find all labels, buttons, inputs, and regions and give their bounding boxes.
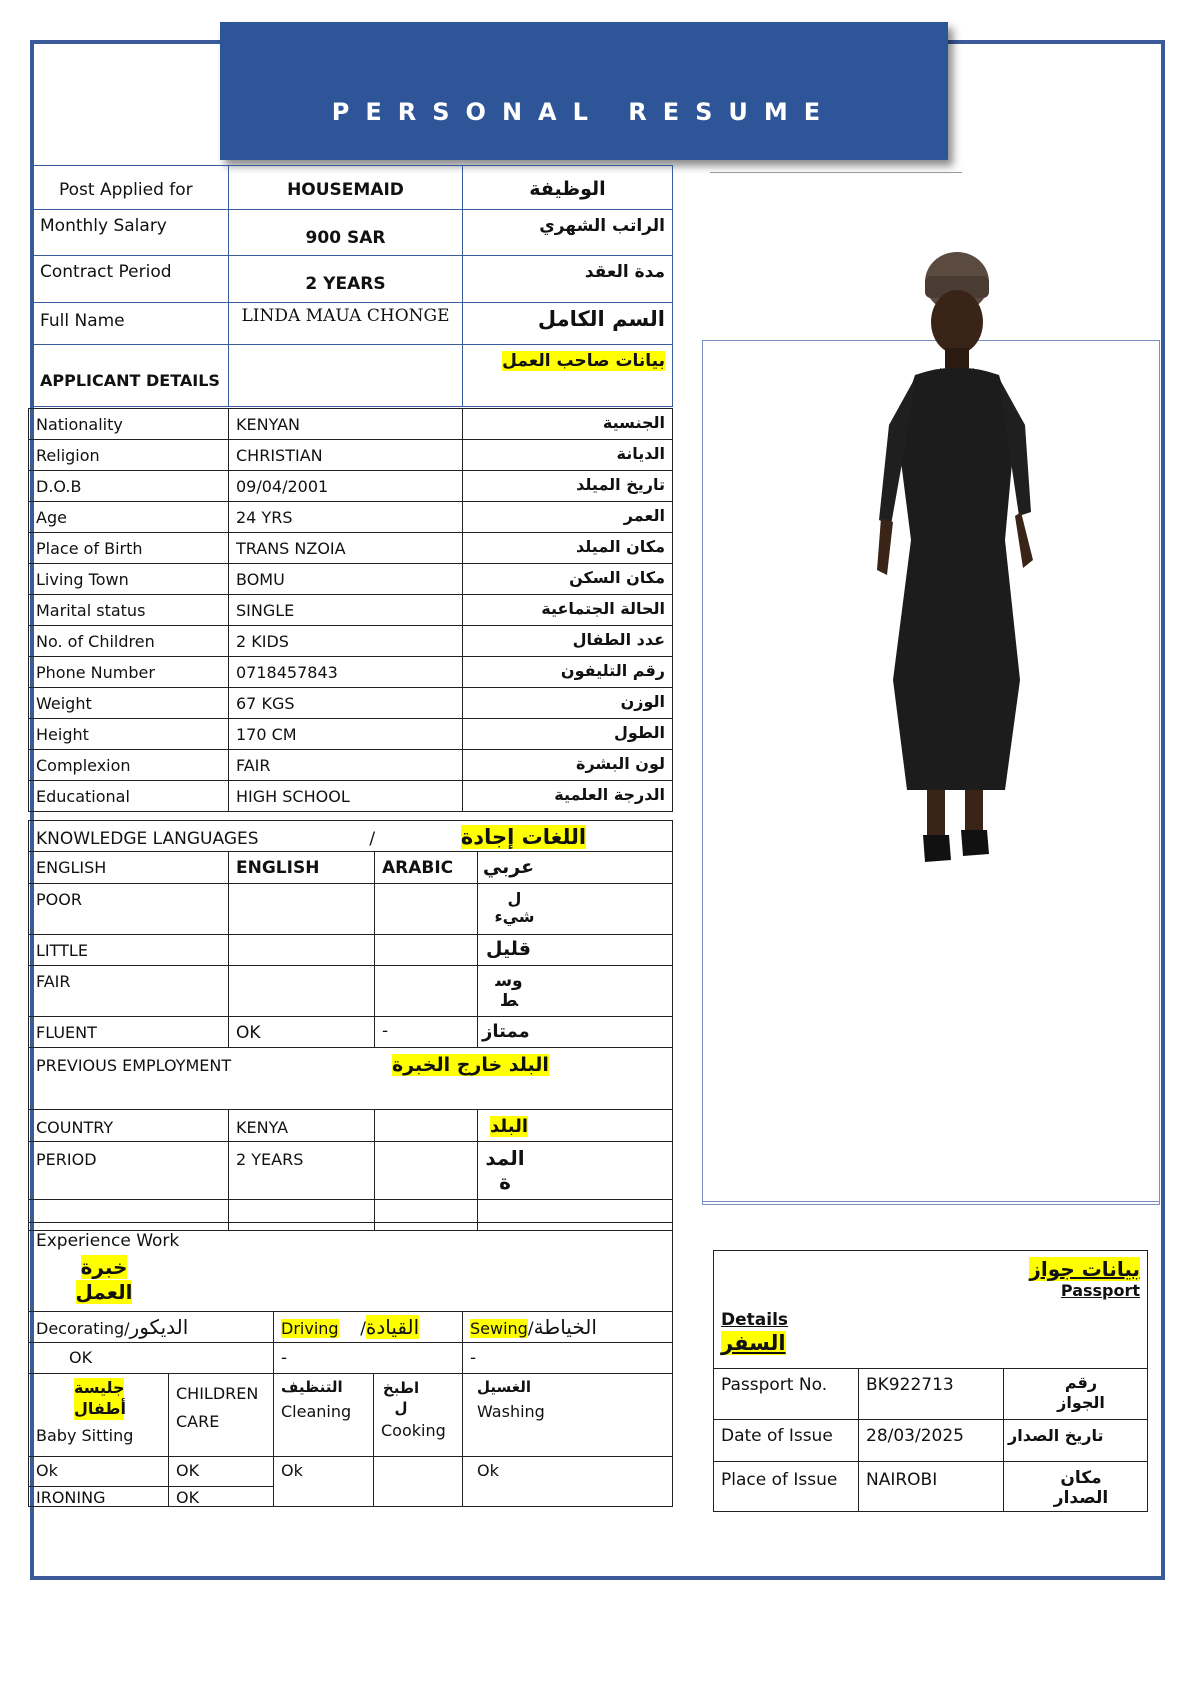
detail-label-ar: مكان الميلد xyxy=(463,533,673,564)
level-little: LITTLE xyxy=(29,935,229,966)
skill-washing-val: Ok xyxy=(463,1457,673,1507)
detail-value: 67 KGS xyxy=(229,688,463,719)
detail-label: Marital status xyxy=(29,595,229,626)
skill-driving-val: - xyxy=(274,1343,463,1374)
skill-washing-en: Washing xyxy=(477,1402,545,1421)
detail-label-ar: لون البشرة xyxy=(463,750,673,781)
value-period: 2 YEARS xyxy=(229,1142,375,1200)
value-country: KENYA xyxy=(229,1110,375,1142)
skill-babysitting-val: Ok xyxy=(29,1457,169,1487)
detail-row xyxy=(29,719,673,750)
label-contract-ar: مدة العقد xyxy=(463,256,673,303)
detail-row xyxy=(29,440,673,471)
skill-babysitting-ar: جليسة أطفال xyxy=(74,1378,126,1418)
detail-row xyxy=(29,657,673,688)
applicant-details-label: APPLICANT DETAILS xyxy=(33,345,229,407)
detail-label-ar: الدرجة العلمية xyxy=(463,781,673,812)
skill-babysitting-en: Baby Sitting xyxy=(36,1425,134,1445)
skill-cleaning-ar: التنظيف xyxy=(281,1378,343,1396)
label-passport-no: Passport No. xyxy=(714,1369,859,1420)
skill-washing-ar: الغسيل xyxy=(477,1378,532,1396)
detail-label: Place of Birth xyxy=(29,533,229,564)
level-fair-ar: وسط xyxy=(495,971,523,1011)
skill-driving-ar: القيادة xyxy=(365,1315,420,1339)
detail-value: 24 YRS xyxy=(229,502,463,533)
label-contract: Contract Period xyxy=(33,256,229,303)
detail-label-ar: تاريخ الميلد xyxy=(463,471,673,502)
detail-label-ar: الطول xyxy=(463,719,673,750)
label-salary-ar: الراتب الشهري xyxy=(463,210,673,256)
value-salary: 900 SAR xyxy=(229,210,463,256)
level-fluent-ar: ممتاز xyxy=(478,1017,673,1048)
personal-details-table xyxy=(28,408,673,812)
languages-title: KNOWLEDGE LANGUAGES xyxy=(36,829,259,849)
skill-sewing-label: Sewing xyxy=(470,1319,528,1338)
detail-value: 2 KIDS xyxy=(229,626,463,657)
skill-cleaning-val: Ok xyxy=(274,1457,374,1507)
value-place-issue: NAIROBI xyxy=(859,1462,1004,1512)
detail-label: Nationality xyxy=(29,409,229,440)
skill-sewing-sep: / xyxy=(527,1319,534,1339)
detail-value: 0718457843 xyxy=(229,657,463,688)
experience-title: Experience Work xyxy=(36,1231,180,1251)
divider xyxy=(710,172,962,173)
detail-value: CHRISTIAN xyxy=(229,440,463,471)
label-date-issue-ar: تاريخ الصدار xyxy=(1004,1420,1148,1462)
lang-header-ar: عربي xyxy=(478,852,673,884)
label-full-name: Full Name xyxy=(33,303,229,345)
skill-decorating-val: OK xyxy=(29,1343,274,1374)
label-post: Post Applied for xyxy=(33,166,229,210)
applicant-photo xyxy=(845,250,1065,870)
detail-value: 09/04/2001 xyxy=(229,471,463,502)
skill-childcare-en: CHILDREN CARE xyxy=(169,1374,274,1457)
period-empty xyxy=(375,1142,478,1200)
passport-table xyxy=(713,1250,1148,1512)
lang-header-arabic-col: ARABIC xyxy=(375,852,478,884)
skill-driving-sep: / xyxy=(360,1319,366,1339)
applicant-details-value xyxy=(229,345,463,407)
detail-label: Complexion xyxy=(29,750,229,781)
fair-english xyxy=(229,966,375,1017)
level-little-ar: قليل xyxy=(478,935,673,966)
poor-english xyxy=(229,884,375,935)
detail-label-ar: الحالة الجتماعية xyxy=(463,595,673,626)
skill-decorating-label: Decorating/ xyxy=(36,1319,130,1338)
detail-row xyxy=(29,533,673,564)
detail-label-ar: الوزن xyxy=(463,688,673,719)
fluent-english: OK xyxy=(229,1017,375,1048)
detail-label: Height xyxy=(29,719,229,750)
skill-sewing-val: - xyxy=(463,1343,673,1374)
skill-cooking-val xyxy=(374,1457,463,1507)
label-place-issue-ar: مكان الصدار xyxy=(1053,1468,1109,1509)
little-english xyxy=(229,935,375,966)
detail-value: KENYAN xyxy=(229,409,463,440)
detail-label-ar: الجنسية xyxy=(463,409,673,440)
lang-header-english: ENGLISH xyxy=(29,852,229,884)
detail-row xyxy=(29,781,673,812)
detail-label-ar: مكان السكن xyxy=(463,564,673,595)
skill-cleaning-en: Cleaning xyxy=(281,1402,352,1421)
detail-value: SINGLE xyxy=(229,595,463,626)
job-info-table xyxy=(32,165,673,407)
skill-cooking-en: Cooking xyxy=(381,1420,446,1440)
languages-title-ar: اللغات إجادة xyxy=(460,825,587,849)
passport-details-label: Details xyxy=(721,1310,789,1331)
skill-driving-label: Driving xyxy=(281,1319,339,1338)
label-post-ar: الوظيفة xyxy=(463,166,673,210)
value-passport-no: BK922713 xyxy=(859,1369,1004,1420)
detail-row xyxy=(29,750,673,781)
detail-label: Religion xyxy=(29,440,229,471)
detail-row xyxy=(29,502,673,533)
skill-childcare-val: OK xyxy=(169,1457,274,1487)
skill-ironing-val: OK xyxy=(169,1487,274,1507)
detail-label-ar: الديانة xyxy=(463,440,673,471)
label-country: COUNTRY xyxy=(29,1110,229,1142)
detail-row xyxy=(29,471,673,502)
detail-label: Phone Number xyxy=(29,657,229,688)
detail-row xyxy=(29,564,673,595)
detail-label: Age xyxy=(29,502,229,533)
detail-label-ar: العمر xyxy=(463,502,673,533)
label-full-name-ar: السم الكامل xyxy=(463,303,673,345)
detail-label-ar: رقم التليفون xyxy=(463,657,673,688)
label-period-ar: المدة xyxy=(485,1146,525,1194)
value-date-issue: 28/03/2025 xyxy=(859,1420,1004,1462)
detail-label-ar: عدد الطفال xyxy=(463,626,673,657)
value-full-name: LINDA MAUA CHONGE xyxy=(229,303,463,345)
level-poor: POOR xyxy=(29,884,229,935)
experience-title-ar: خبرة العمل xyxy=(75,1255,133,1305)
employment-title-ar: البلد خارج الخبرة xyxy=(391,1054,549,1076)
detail-value: HIGH SCHOOL xyxy=(229,781,463,812)
fair-arabic xyxy=(375,966,478,1017)
detail-label: Weight xyxy=(29,688,229,719)
detail-row xyxy=(29,688,673,719)
detail-label: Living Town xyxy=(29,564,229,595)
detail-row xyxy=(29,595,673,626)
label-salary: Monthly Salary xyxy=(33,210,229,256)
detail-value: FAIR xyxy=(229,750,463,781)
level-fair: FAIR xyxy=(29,966,229,1017)
label-date-issue: Date of Issue xyxy=(714,1420,859,1462)
languages-table xyxy=(28,820,673,1231)
detail-label: Educational xyxy=(29,781,229,812)
level-fluent: FLUENT xyxy=(29,1017,229,1048)
skill-ironing-label: IRONING xyxy=(29,1487,169,1507)
label-country-ar: البلد xyxy=(490,1116,529,1137)
detail-value: BOMU xyxy=(229,564,463,595)
passport-details-ar: السفر xyxy=(721,1330,786,1355)
label-period: PERIOD xyxy=(29,1142,229,1200)
fluent-arabic: - xyxy=(375,1017,478,1048)
lang-header-english-col: ENGLISH xyxy=(229,852,375,884)
passport-title-ar: بيانات جواز xyxy=(1029,1257,1141,1281)
value-post: HOUSEMAID xyxy=(229,166,463,210)
value-contract: 2 YEARS xyxy=(229,256,463,303)
country-empty xyxy=(375,1110,478,1142)
poor-arabic xyxy=(375,884,478,935)
detail-value: TRANS NZOIA xyxy=(229,533,463,564)
employer-details-ar: بيانات صاحب العمل xyxy=(502,351,665,371)
detail-label: No. of Children xyxy=(29,626,229,657)
detail-row xyxy=(29,409,673,440)
little-arabic xyxy=(375,935,478,966)
detail-label: D.O.B xyxy=(29,471,229,502)
skill-decorating-ar: الديكور xyxy=(129,1315,189,1339)
level-poor-ar: ل شيء xyxy=(494,889,535,927)
skill-sewing-ar: الخياطة xyxy=(533,1315,597,1339)
employment-title: PREVIOUS EMPLOYMENT xyxy=(36,1056,232,1075)
detail-value: 170 CM xyxy=(229,719,463,750)
experience-table xyxy=(28,1222,673,1507)
skill-cooking-ar: اطبخ ل xyxy=(382,1379,420,1418)
page-title: PERSONAL RESUME xyxy=(331,98,837,126)
passport-subtitle: Passport xyxy=(1060,1281,1141,1300)
label-place-issue: Place of Issue xyxy=(714,1462,859,1512)
detail-row xyxy=(29,626,673,657)
languages-slash: / xyxy=(369,829,376,849)
label-passport-no-ar: رقم الجواز xyxy=(1057,1373,1105,1412)
header-banner xyxy=(220,22,948,160)
